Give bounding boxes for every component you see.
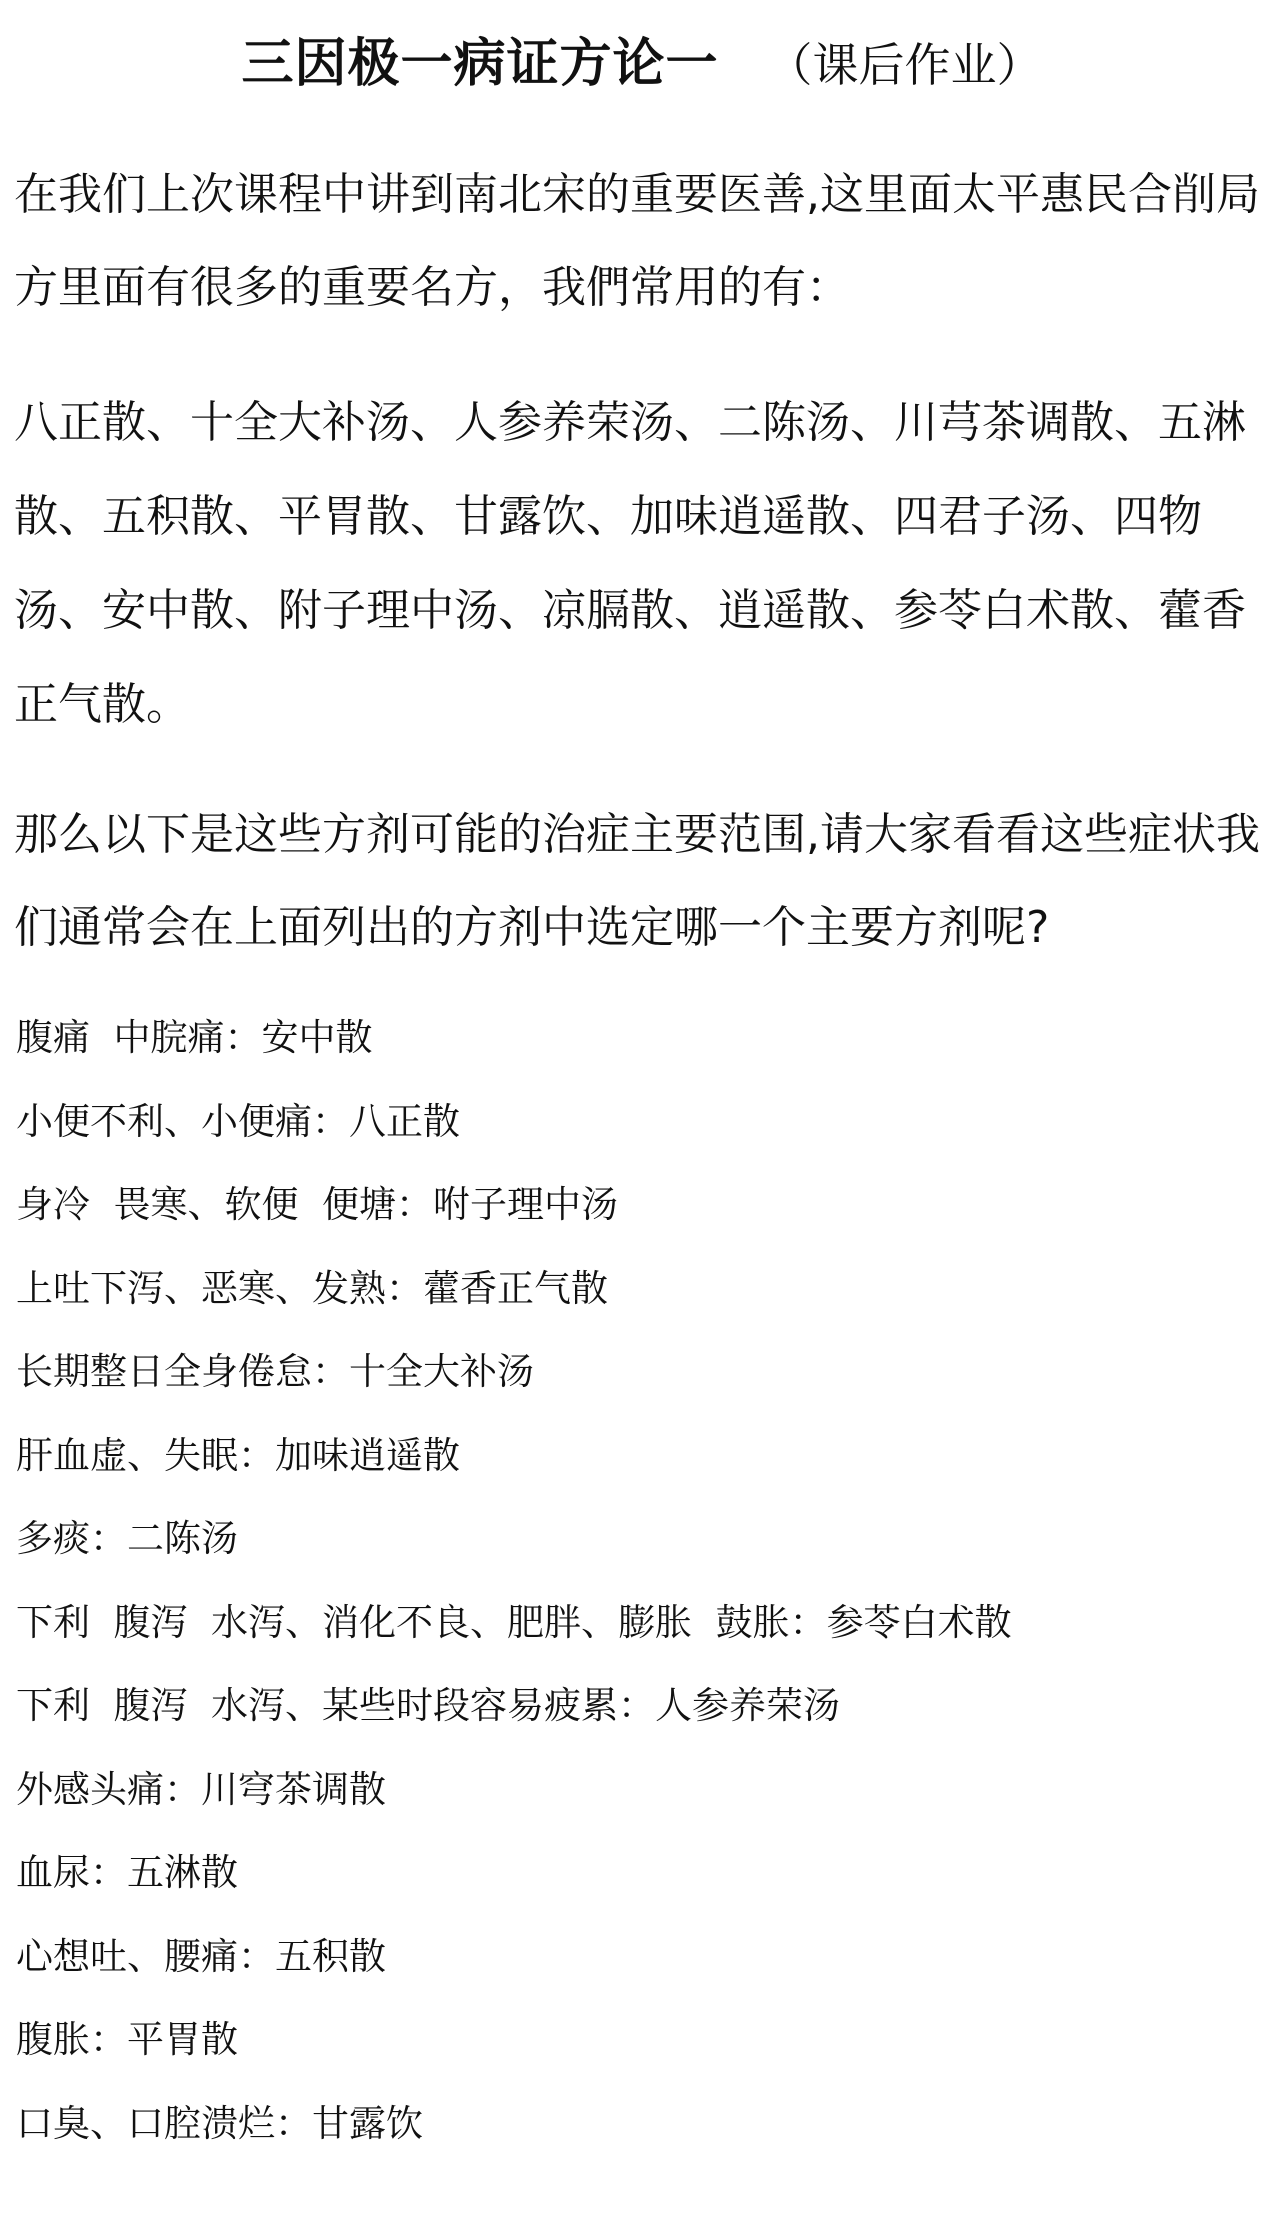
- page-title: [0, 28, 1284, 112]
- title-subtitle: （课后作业）: [766, 38, 1043, 92]
- formula-list-paragraph: 八正散、十全大补汤、人参养荣汤、二陈汤、川芎茶调散、五淋散、五积散、平胃散、甘露饮、加味逍遥散、四君子汤、四物汤、安中散、附子理中汤、凉膈散、逍遥散、参苓白术散、藿香正气散。: [14, 397, 1246, 730]
- answer-item: 外感头痛：川穹茶调散: [16, 1767, 386, 1811]
- answer-item: 身冷 畏寒、软便 便塘：咐子理中汤: [16, 1183, 619, 1226]
- intro-paragraph: 在我们上次课程中讲到南北宋的重要医善,这里面太平惠民合削局方里面有很多的重要名方，我們常用的有：: [14, 169, 1260, 313]
- answer-item: 肝血虚、失眠：加味逍遥散: [16, 1433, 460, 1477]
- answer-item: 多痰：二陈汤: [16, 1517, 238, 1560]
- answer-item: 口臭、口腔溃烂：甘露饮: [16, 2101, 423, 2145]
- answer-item: 上吐下泻、恶寒、发熟：藿香正气散: [16, 1266, 608, 1310]
- question-paragraph: 那么以下是这些方剂可能的治症主要范围,请大家看看这些症状我们通常会在上面列出的方剂中选定哪一个主要方剂呢?: [14, 809, 1260, 953]
- answer-item: 长期整日全身倦怠：十全大补汤: [16, 1350, 534, 1393]
- answer-list: [16, 996, 1266, 2165]
- answer-item: 腹痛 中脘痛：安中散: [16, 1016, 373, 1059]
- answer-item: 小便不利、小便痛：八正散: [16, 1099, 460, 1143]
- answer-item: 下利 腹泻 水泻、某些时段容易疲累：人参养荣汤: [16, 1684, 841, 1727]
- answer-item: 下利 腹泻 水泻、消化不良、肥胖、膨胀 鼓胀：参苓白术散: [16, 1600, 1012, 1644]
- answer-item: 心想吐、腰痛：五积散: [16, 1934, 386, 1978]
- title-main: 三因极一病证方论一: [241, 34, 719, 94]
- answer-item: 腹胀：平胃散: [16, 2018, 238, 2061]
- answer-item: 血尿：五淋散: [16, 1851, 238, 1894]
